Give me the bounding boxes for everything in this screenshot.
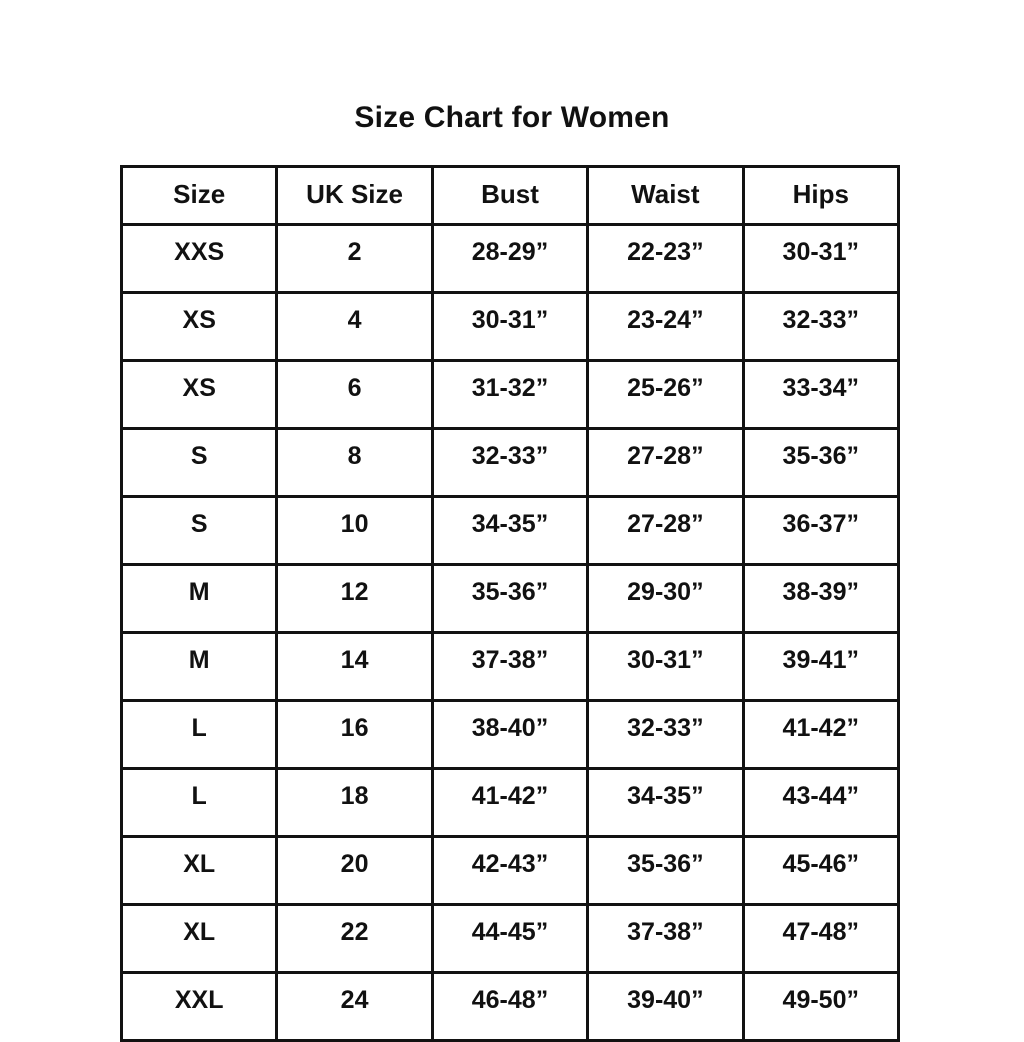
cell-uk-size: 16: [277, 701, 432, 769]
table-header-row: [122, 167, 899, 225]
table-row: [122, 565, 899, 633]
table-row: [122, 633, 899, 701]
table-row: [122, 973, 899, 1041]
column-header-uk-size: UK Size: [277, 167, 432, 225]
cell-hips: 43-44”: [743, 769, 898, 837]
cell-waist: 29-30”: [588, 565, 743, 633]
cell-hips: 36-37”: [743, 497, 898, 565]
cell-bust: 41-42”: [432, 769, 587, 837]
cell-hips: 49-50”: [743, 973, 898, 1041]
table-row: [122, 429, 899, 497]
size-chart-table: [120, 165, 900, 1042]
table-row: [122, 905, 899, 973]
page-title: Size Chart for Women: [354, 101, 670, 134]
cell-waist: 22-23”: [588, 225, 743, 293]
cell-hips: 32-33”: [743, 293, 898, 361]
cell-bust: 31-32”: [432, 361, 587, 429]
cell-uk-size: 18: [277, 769, 432, 837]
cell-size: XS: [122, 361, 277, 429]
table-row: [122, 497, 899, 565]
column-header-waist: Waist: [588, 167, 743, 225]
table-row: [122, 701, 899, 769]
cell-size: XL: [122, 905, 277, 973]
cell-size: XL: [122, 837, 277, 905]
cell-waist: 37-38”: [588, 905, 743, 973]
cell-waist: 25-26”: [588, 361, 743, 429]
cell-uk-size: 6: [277, 361, 432, 429]
cell-waist: 32-33”: [588, 701, 743, 769]
cell-hips: 47-48”: [743, 905, 898, 973]
cell-waist: 35-36”: [588, 837, 743, 905]
cell-hips: 45-46”: [743, 837, 898, 905]
cell-bust: 37-38”: [432, 633, 587, 701]
cell-bust: 28-29”: [432, 225, 587, 293]
table-row: [122, 293, 899, 361]
cell-size: XXS: [122, 225, 277, 293]
cell-waist: 27-28”: [588, 497, 743, 565]
cell-uk-size: 4: [277, 293, 432, 361]
column-header-hips: Hips: [743, 167, 898, 225]
cell-size: S: [122, 429, 277, 497]
cell-hips: 30-31”: [743, 225, 898, 293]
cell-size: M: [122, 633, 277, 701]
cell-size: XXL: [122, 973, 277, 1041]
column-header-bust: Bust: [432, 167, 587, 225]
cell-size: S: [122, 497, 277, 565]
cell-uk-size: 24: [277, 973, 432, 1041]
table-row: [122, 225, 899, 293]
cell-uk-size: 22: [277, 905, 432, 973]
cell-bust: 42-43”: [432, 837, 587, 905]
cell-uk-size: 8: [277, 429, 432, 497]
cell-bust: 34-35”: [432, 497, 587, 565]
cell-size: L: [122, 769, 277, 837]
cell-bust: 38-40”: [432, 701, 587, 769]
cell-hips: 35-36”: [743, 429, 898, 497]
cell-size: XS: [122, 293, 277, 361]
cell-waist: 39-40”: [588, 973, 743, 1041]
cell-size: L: [122, 701, 277, 769]
table-row: [122, 361, 899, 429]
cell-waist: 27-28”: [588, 429, 743, 497]
cell-hips: 38-39”: [743, 565, 898, 633]
cell-uk-size: 20: [277, 837, 432, 905]
cell-bust: 30-31”: [432, 293, 587, 361]
column-header-size: Size: [122, 167, 277, 225]
cell-bust: 32-33”: [432, 429, 587, 497]
cell-waist: 34-35”: [588, 769, 743, 837]
cell-hips: 41-42”: [743, 701, 898, 769]
cell-bust: 46-48”: [432, 973, 587, 1041]
cell-waist: 23-24”: [588, 293, 743, 361]
cell-uk-size: 10: [277, 497, 432, 565]
cell-hips: 39-41”: [743, 633, 898, 701]
cell-hips: 33-34”: [743, 361, 898, 429]
table-row: [122, 837, 899, 905]
cell-size: M: [122, 565, 277, 633]
cell-uk-size: 14: [277, 633, 432, 701]
cell-uk-size: 12: [277, 565, 432, 633]
cell-bust: 35-36”: [432, 565, 587, 633]
cell-uk-size: 2: [277, 225, 432, 293]
cell-waist: 30-31”: [588, 633, 743, 701]
table-row: [122, 769, 899, 837]
cell-bust: 44-45”: [432, 905, 587, 973]
